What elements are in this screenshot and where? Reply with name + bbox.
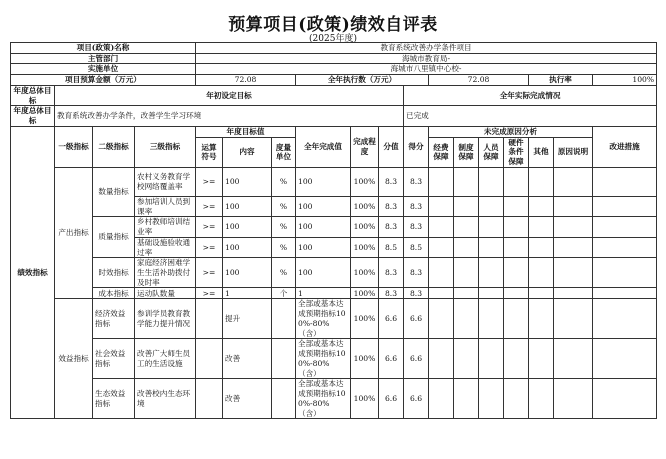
group-quality: 质量指标 bbox=[93, 217, 135, 258]
indicator-content: 1 bbox=[223, 288, 272, 299]
indicator-op bbox=[196, 339, 223, 379]
group-quantity: 数量指标 bbox=[93, 167, 135, 216]
actual-text: 已完成 bbox=[404, 106, 657, 126]
score-header: 分值 bbox=[379, 126, 404, 167]
page-title: 预算项目(政策)绩效自评表 bbox=[228, 15, 438, 35]
indicator-unit bbox=[272, 379, 296, 419]
exec-label: 全年执行数（万元） bbox=[296, 75, 429, 86]
indicator-unit: % bbox=[272, 258, 296, 288]
project-name-value: 教育系统改善办学条件项目 bbox=[196, 43, 657, 54]
indicator-got: 8.3 bbox=[404, 258, 429, 288]
indicator-unit bbox=[272, 339, 296, 379]
indicator-pct: 100% bbox=[351, 237, 379, 257]
indicator-unit: 个 bbox=[272, 288, 296, 299]
evaluation-table bbox=[10, 42, 657, 419]
reason-note: 原因说明 bbox=[554, 137, 593, 167]
indicator-got: 8.3 bbox=[404, 288, 429, 299]
indicator-name: 参加培训人员到课率 bbox=[135, 196, 196, 216]
indicator-content: 改善 bbox=[223, 339, 272, 379]
indicator-content: 100 bbox=[223, 196, 272, 216]
indicator-content: 100 bbox=[223, 217, 272, 237]
level2-header: 二级指标 bbox=[93, 126, 135, 167]
overall-goal-label-2: 年度总体目标 bbox=[11, 106, 55, 126]
indicator-op bbox=[196, 299, 223, 339]
group-cost: 成本指标 bbox=[93, 288, 135, 299]
indicator-got: 6.6 bbox=[404, 339, 429, 379]
indicator-full: 100 bbox=[296, 258, 351, 288]
budget-label: 项目预算金额（万元） bbox=[11, 75, 196, 86]
indicator-unit: % bbox=[272, 167, 296, 196]
indicator-got: 8.3 bbox=[404, 196, 429, 216]
indicator-full: 1 bbox=[296, 288, 351, 299]
group-benefit: 效益指标 bbox=[55, 299, 93, 419]
reason-staff: 人员保障 bbox=[479, 137, 504, 167]
group-social: 社会效益指标 bbox=[93, 339, 135, 379]
indicator-op: >= bbox=[196, 288, 223, 299]
reason-funding: 经费保障 bbox=[429, 137, 454, 167]
impl-value: 海城市八里镇中心校- bbox=[196, 64, 657, 75]
indicator-full: 100 bbox=[296, 237, 351, 257]
indicator-op bbox=[196, 379, 223, 419]
indicator-pct: 100% bbox=[351, 379, 379, 419]
rate-label: 执行率 bbox=[529, 75, 593, 86]
annual-target-header: 年度目标值 bbox=[196, 126, 296, 137]
page-subtitle: (2025年度) bbox=[309, 34, 357, 44]
indicator-unit: % bbox=[272, 237, 296, 257]
indicator-name: 基础设施验收通过率 bbox=[135, 237, 196, 257]
unit-header: 度量单位 bbox=[272, 137, 296, 167]
indicator-pct: 100% bbox=[351, 299, 379, 339]
indicator-op: >= bbox=[196, 167, 223, 196]
indicator-content: 100 bbox=[223, 258, 272, 288]
indicator-name: 农村义务教育学校网络覆盖率 bbox=[135, 167, 196, 196]
indicator-name: 乡村教师培训结业率 bbox=[135, 217, 196, 237]
indicator-content: 提升 bbox=[223, 299, 272, 339]
indicator-op: >= bbox=[196, 217, 223, 237]
indicator-got: 8.5 bbox=[404, 237, 429, 257]
exec-value: 72.08 bbox=[429, 75, 529, 86]
indicator-score: 8.3 bbox=[379, 196, 404, 216]
fix-header: 改进措施 bbox=[593, 126, 657, 167]
indicator-score: 8.3 bbox=[379, 288, 404, 299]
indicator-name: 改善校内生态环境 bbox=[135, 379, 196, 419]
full-year-header: 全年完成值 bbox=[296, 126, 351, 167]
indicator-pct: 100% bbox=[351, 167, 379, 196]
indicator-content: 100 bbox=[223, 167, 272, 196]
completion-header: 完成程度 bbox=[351, 126, 379, 167]
indicator-score: 8.3 bbox=[379, 167, 404, 196]
indicator-score: 8.3 bbox=[379, 258, 404, 288]
indicator-content: 100 bbox=[223, 237, 272, 257]
group-timeliness: 时效指标 bbox=[93, 258, 135, 288]
indicator-name: 运动队数量 bbox=[135, 288, 196, 299]
dept-value: 海城市教育局- bbox=[196, 53, 657, 64]
indicator-unit: % bbox=[272, 196, 296, 216]
indicator-name: 参训学员教育教学能力提升情况 bbox=[135, 299, 196, 339]
impl-label: 实施单位 bbox=[11, 64, 196, 75]
indicator-content: 改善 bbox=[223, 379, 272, 419]
indicator-pct: 100% bbox=[351, 339, 379, 379]
goal-text: 教育系统改善办学条件，改善学生学习环境 bbox=[55, 106, 404, 126]
group-output: 产出指标 bbox=[55, 167, 93, 298]
indicator-name: 改善广大师生员工的生活设施 bbox=[135, 339, 196, 379]
group-economic: 经济效益指标 bbox=[93, 299, 135, 339]
got-header: 得分 bbox=[404, 126, 429, 167]
budget-value: 72.08 bbox=[196, 75, 296, 86]
group-eco: 生态效益指标 bbox=[93, 379, 135, 419]
indicator-got: 6.6 bbox=[404, 299, 429, 339]
rate-value: 100% bbox=[593, 75, 657, 86]
project-name-label: 项目(政策)名称 bbox=[11, 43, 196, 54]
indicator-full: 100 bbox=[296, 167, 351, 196]
reason-system: 制度保障 bbox=[454, 137, 479, 167]
indicator-pct: 100% bbox=[351, 288, 379, 299]
indicator-name: 家庭经济困难学生生活补助拨付及时率 bbox=[135, 258, 196, 288]
indicator-unit bbox=[272, 299, 296, 339]
reason-hardware: 硬件条件保障 bbox=[504, 137, 529, 167]
dept-label: 主管部门 bbox=[11, 53, 196, 64]
indicator-score: 6.6 bbox=[379, 339, 404, 379]
indicator-full: 100 bbox=[296, 217, 351, 237]
indicator-score: 8.3 bbox=[379, 217, 404, 237]
indicator-got: 8.3 bbox=[404, 217, 429, 237]
indicator-score: 6.6 bbox=[379, 379, 404, 419]
level1-header: 一级指标 bbox=[55, 126, 93, 167]
reason-header: 未完成原因分析 bbox=[429, 126, 593, 137]
indicator-full: 全部或基本达成预期指标100%-80%（含） bbox=[296, 299, 351, 339]
indicator-score: 8.5 bbox=[379, 237, 404, 257]
indicator-pct: 100% bbox=[351, 258, 379, 288]
indicator-op: >= bbox=[196, 196, 223, 216]
indicator-got: 6.6 bbox=[404, 379, 429, 419]
indicator-got: 8.3 bbox=[404, 167, 429, 196]
indicator-op: >= bbox=[196, 237, 223, 257]
indicator-pct: 100% bbox=[351, 196, 379, 216]
initial-goal-header: 年初设定目标 bbox=[55, 85, 404, 105]
level3-header: 三级指标 bbox=[135, 126, 196, 167]
actual-goal-header: 全年实际完成情况 bbox=[404, 85, 657, 105]
content-header: 内容 bbox=[223, 137, 272, 167]
indicator-unit: % bbox=[272, 217, 296, 237]
indicator-op: >= bbox=[196, 258, 223, 288]
perf-label: 绩效指标 bbox=[11, 126, 55, 419]
indicator-score: 6.6 bbox=[379, 299, 404, 339]
indicator-full: 全部或基本达成预期指标100%-80%（含） bbox=[296, 379, 351, 419]
indicator-pct: 100% bbox=[351, 217, 379, 237]
operator-header: 运算符号 bbox=[196, 137, 223, 167]
reason-other: 其他 bbox=[529, 137, 554, 167]
indicator-full: 全部或基本达成预期指标100%-80%（含） bbox=[296, 339, 351, 379]
indicator-full: 100 bbox=[296, 196, 351, 216]
overall-goal-label: 年度总体目标 bbox=[11, 85, 55, 105]
